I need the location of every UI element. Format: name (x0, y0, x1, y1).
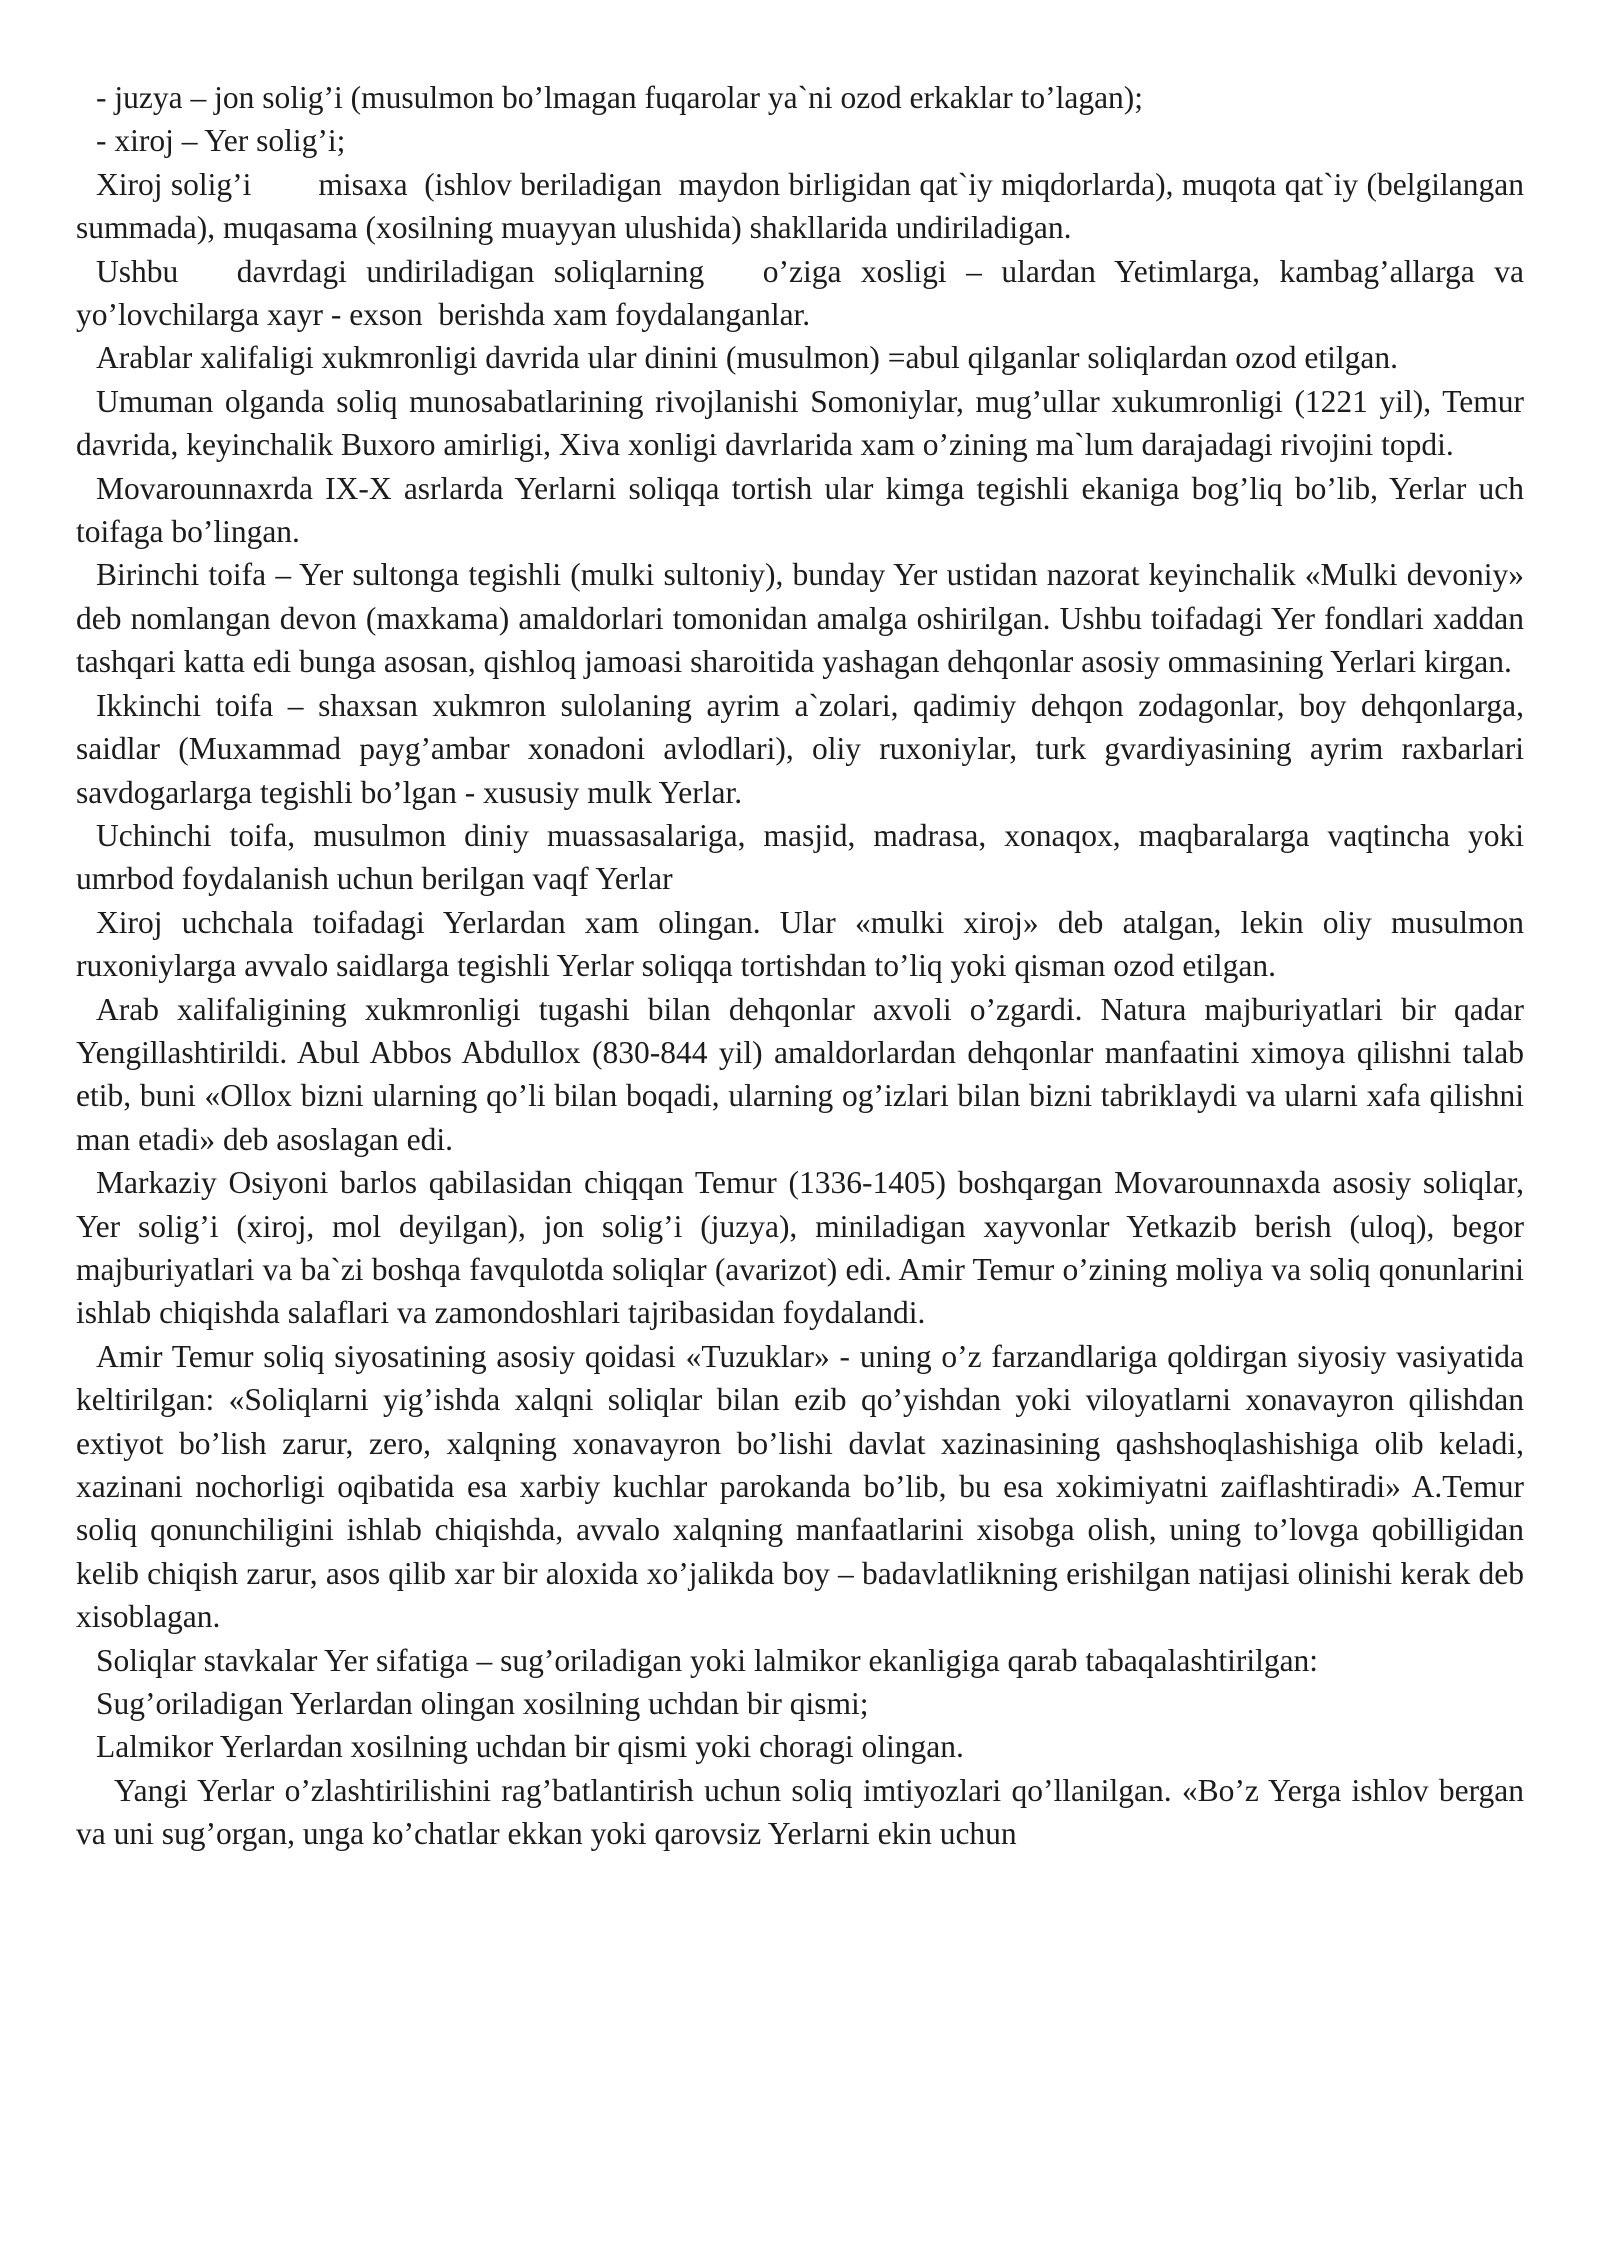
paragraph-temur-taxes: Markaziy Osiyoni barlos qabilasidan chiqqan Temur (1336-1405) boshqargan Movarounnaxda asosiy soliqlar, Yer solig’i (xiroj, mol deyilgan), jon solig’i (juzya), miniladigan xayvonlar Yetkazib berish (uloq), begor majburiyatlari va ba`zi boshqa favqulotda soliqlar (avarizot) edi. Amir Temur o’zining moliya va soliq qonunlarini ishlab chiqishda salaflari va zamondoshlari tajribasidan foydalandi. (76, 1165, 1524, 1331)
paragraph-mulki-xiroj: Xiroj uchchala toifadagi Yerlardan xam olingan. Ular «mulki xiroj» deb atalgan, lekin oliy musulmon ruxoniylarga avvalo saidlarga tegishli Yerlar soliqqa tortishdan to’liq yoki qisman ozod etilgan. (76, 904, 1524, 984)
paragraph-arab-caliphate: Arablar xalifaligi xukmronligi davrida ular dinini (musulmon) =abul qilganlar soliqlardan ozod etilgan. (96, 340, 1398, 376)
paragraph-irrigated-land: Sug’oriladigan Yerlardan olingan xosilning uchdan bir qismi; (96, 1686, 869, 1722)
paragraph-land-categories: Movarounnaxrda IX-X asrlarda Yerlarni soliqqa tortish ular kimga tegishli ekaniga bog’liq bo’lib, Yerlar uch toifaga bo’lingan. (76, 470, 1524, 550)
paragraph-new-lands: Yangi Yerlar o’zlashtirilishini rag’batlantirish uchun soliq imtiyozlari qo’llanilgan. «Bo’z Yerga ishlov bergan va uni sug’organ, unga ko’chatlar ekkan yoki qarovsiz Yerlarni ekin uchun (76, 1772, 1524, 1852)
paragraph-after-caliphate: Arab xalifaligining xukmronligi tugashi bilan dehqonlar axvoli o’zgardi. Natura majburiyatlari bir qadar Yengillashtirildi. Abul Abbos Abdullox (830-844 yil) amaldorlardan dehqonlar manfaatini ximoya qilishni talab etib, buni «Ollox bizni ularning qo’li bilan boqadi, ularning og’izlari bilan bizni tabriklaydi va ularni xafa qilishni man etadi» deb asoslagan edi. (76, 991, 1524, 1157)
paragraph-rainfed-land: Lalmikor Yerlardan xosilning uchdan bir qismi yoki choragi olingan. (96, 1729, 964, 1765)
paragraph-second-category: Ikkinchi toifa – shaxsan xukmron sulolaning ayrim a`zolari, qadimiy dehqon zodagonlar, boy dehqonlarga, saidlar (Muxammad payg’ambar xonadoni avlodlari), oliy ruxoniylar, turk gvardiyasining ayrim raxbarlari savdogarlarga tegishli bo’lgan - xususiy mulk Yerlar. (76, 687, 1524, 810)
paragraph-juzya: - juzya – jon solig’i (musulmon bo’lmagan fuqarolar ya`ni ozod erkaklar to’lagan); (96, 80, 1144, 115)
paragraph-third-category: Uchinchi toifa, musulmon diniy muassasalariga, masjid, madrasa, xonaqox, maqbaralarga vaqtincha yoki umrbod foydalanish uchun berilgan vaqf Yerlar (76, 817, 1524, 897)
document-page (76, 76, 1532, 1856)
paragraph-tuzuklar: Amir Temur soliq siyosatining asosiy qoidasi «Tuzuklar» - uning o’z farzandlariga qoldirgan siyosiy vasiyatida keltirilgan: «Soliqlarni yig’ishda xalqni soliqlar bilan ezib qo’yishdan yoki viloyatlarni xonavayron qilishdan extiyot bo’lish zarur, zero, xalqning xonavayron bo’lishi davlat xazinasining qashshoqlashishiga olib keladi, xazinani nochorligi oqibatida esa xarbiy kuchlar parokanda bo’lib, bu esa xokimiyatni zaiflashtiradi» A.Temur soliq qonunchiligini ishlab chiqishda, avvalo xalqning manfaatlarini xisobga olish, uning to’lovga qobilligidan kelib chiqish zarur, asos qilib xar bir aloxida xo’jalikda boy – badavlatlikning erishilgan natijasi olinishi kerak deb xisoblagan. (76, 1338, 1524, 1635)
paragraph-tax-development: Umuman olganda soliq munosabatlarining rivojlanishi Somoniylar, mug’ullar xukumronligi (1221 yil), Temur davrida, keyinchalik Buxoro amirligi, Xiva xonligi davrlarida xam o’zining ma`lum darajadagi rivojini topdi. (76, 383, 1524, 463)
paragraph-first-category: Birinchi toifa – Yer sultonga tegishli (mulki sultoniy), bunday Yer ustidan nazorat keyinchalik «Mulki devoniy» deb nomlangan devon (maxkama) amaldorlari tomonidan amalga oshirilgan. Ushbu toifadagi Yer fondlari xaddan tashqari katta edi bunga asosan, qishloq jamoasi sharoitida yashagan dehqonlar asosiy ommasining Yerlari kirgan. (76, 557, 1524, 680)
paragraph-tax-specifics: Ushbu davrdagi undiriladigan soliqlarning o’ziga xosligi – ulardan Yetimlarga, kambag’allarga va yo’lovchilarga xayr - exson berishda xam foydalanganlar. (76, 253, 1532, 333)
paragraph-xiroj-forms: Xiroj solig’i misaxa (ishlov beriladigan maydon birligidan qat`iy miqdorlarda), muqota qat`iy (belgilangan summada), muqasama (xosilning muayyan ulushida) shakllarida undiriladigan. (76, 166, 1532, 246)
paragraph-tax-rates: Soliqlar stavkalar Yer sifatiga – sug’oriladigan yoki lalmikor ekanligiga qarab tabaqalashtirilgan: (96, 1642, 1319, 1678)
paragraph-xiroj: - xiroj – Yer solig’i; (96, 123, 346, 159)
